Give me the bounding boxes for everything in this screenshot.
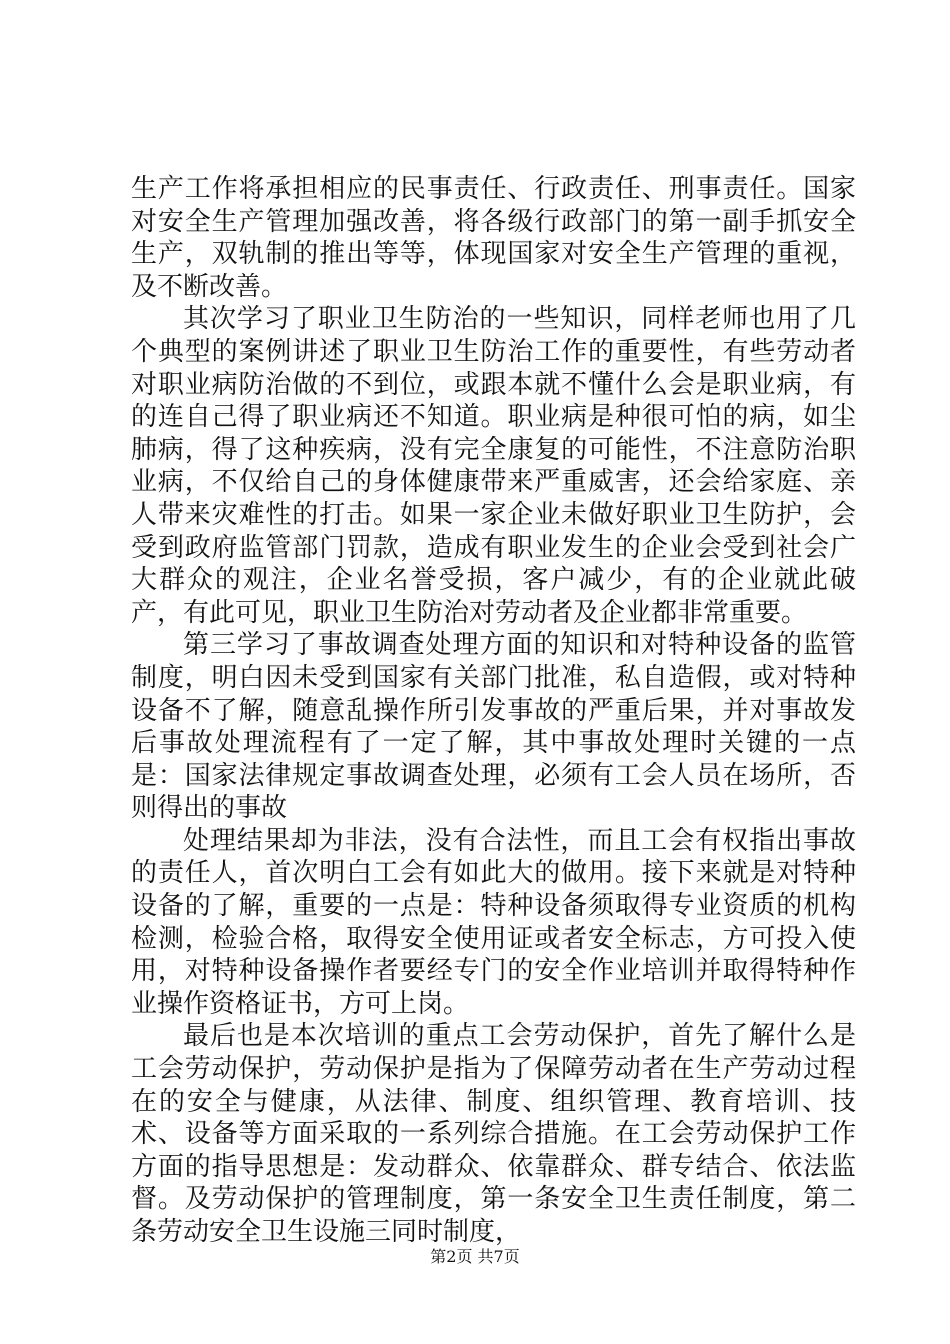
paragraph-2: 其次学习了职业卫生防治的一些知识，同样老师也用了几个典型的案例讲述了职业卫生防治工作的重要性，有些劳动者对职业病防治做的不到位，或跟本就不懂什么会是职业病，有的连自己得了职业病还不知道。职业病是种很可怕的病，如尘肺病，得了这种疾病，没有完全康复的可能性，不注意防治职业病，不仅给自己的身体健康带来严重威害，还会给家庭、亲人带来灾难性的打击。如果一家企业未做好职业卫生防护，会受到政府监管部门罚款，造成有职业发生的企业会受到社会广大群众的观注，企业名誉受损，客户减少，有的企业就此破产，有此可见，职业卫生防治对劳动者及企业都非常重要。 [131, 304, 856, 628]
paragraph-1: 生产工作将承担相应的民事责任、行政责任、刑事责任。国家对安全生产管理加强改善，将各级行政部门的第一副手抓安全生产，双轨制的推出等等，体现国家对安全生产管理的重视，及不断改善。 [131, 174, 856, 302]
page-number-footer: 第2页 共7页 [430, 1247, 520, 1266]
paragraph-3: 第三学习了事故调查处理方面的知识和对特种设备的监管制度，明白因未受到国家有关部门批准，私自造假，或对特种设备不了解，随意乱操作所引发事故的严重后果，并对事故发后事故处理流程有了一定了解，其中事故处理时关键的一点是：国家法律规定事故调查处理，必须有工会人员在场所，否则得出的事故 [131, 630, 856, 824]
paragraph-5: 最后也是本次培训的重点工会劳动保护，首先了解什么是工会劳动保护，劳动保护是指为了保障劳动者在生产劳动过程在的安全与健康，从法律、制度、组织管理、教育培训、技术、设备等方面采取的一系列综合措施。在工会劳动保护工作方面的指导思想是：发动群众、依靠群众、群专结合、依法监督。及劳动保护的管理制度，第一条安全卫生责任制度，第二条劳动安全卫生设施三同时制度， [131, 1021, 856, 1247]
document-body [131, 173, 856, 1249]
paragraph-4: 处理结果却为非法，没有合法性，而且工会有权指出事故的责任人，首次明白工会有如此大的做用。接下来就是对特种设备的了解，重要的一点是：特种设备须取得专业资质的机构检测，检验合格，取得安全使用证或者安全标志，方可投入使用，对特种设备操作者要经专门的安全作业培训并取得特种作业操作资格证书，方可上岗。 [131, 825, 856, 1019]
